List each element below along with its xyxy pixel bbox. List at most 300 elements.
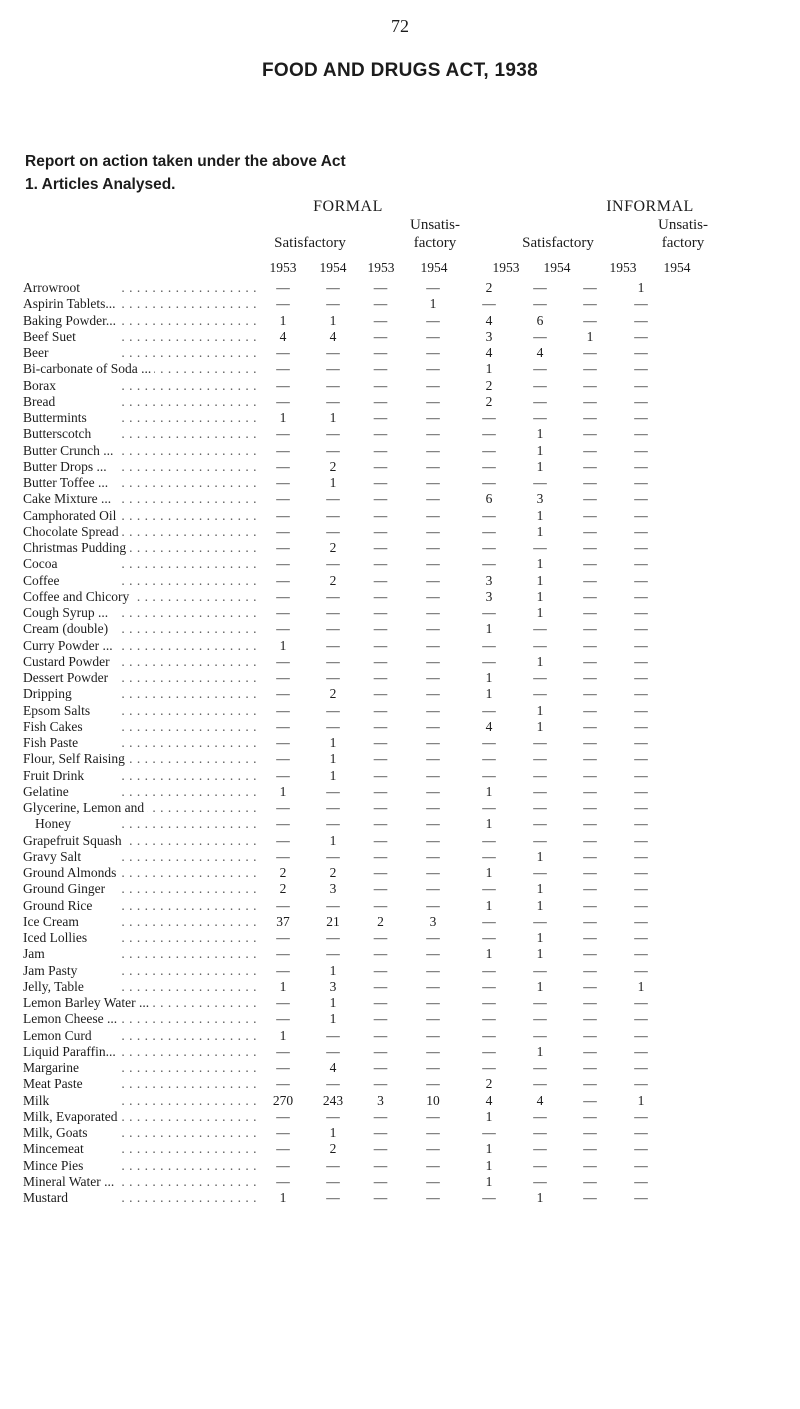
year-header: 1953 [269, 260, 297, 275]
count-cell: — [373, 686, 388, 702]
count-cell: — [276, 345, 290, 360]
count-cell: 1 [329, 1125, 337, 1140]
article-name-cell [23, 914, 263, 930]
count-cell: — [326, 280, 340, 295]
count-cell: 1 [329, 410, 337, 425]
count-cell: 1 [536, 930, 544, 945]
count-cell: — [373, 653, 388, 669]
article-name-cell [23, 1158, 263, 1174]
article-name-cell [23, 1125, 263, 1141]
article-name: Cough Syrup ... [23, 605, 111, 620]
count-cell: — [634, 1125, 648, 1140]
count-cell: — [634, 1076, 648, 1092]
count-cell: — [326, 426, 340, 442]
count-cell: 1 [536, 588, 544, 604]
count-cell: — [533, 670, 547, 685]
count-cell: — [482, 458, 496, 474]
article-name-cell [23, 833, 263, 849]
count-cell: — [373, 1027, 388, 1043]
count-cell: — [634, 1173, 648, 1189]
count-cell: — [426, 442, 440, 458]
count-cell: 1 [279, 637, 287, 653]
count-cell: — [276, 718, 290, 734]
table-row [23, 719, 672, 735]
table-row [23, 1044, 672, 1060]
article-name-cell [23, 605, 263, 621]
count-cell: — [426, 458, 440, 474]
count-cell: 1 [536, 605, 544, 620]
count-cell: — [276, 605, 290, 620]
article-name-cell [23, 280, 263, 296]
count-cell: — [634, 653, 648, 669]
article-name: Fish Cakes [23, 719, 86, 734]
article-name-cell [23, 556, 263, 572]
count-cell: — [276, 1043, 290, 1059]
count-cell: — [583, 507, 597, 523]
count-cell: — [373, 1060, 388, 1075]
count-cell: — [482, 1060, 496, 1075]
table-row [23, 849, 672, 865]
count-cell: 2 [329, 540, 337, 555]
count-cell: — [373, 1173, 388, 1189]
count-cell: — [326, 930, 340, 945]
count-cell: — [634, 637, 648, 653]
report-heading: Report on action taken under the above Act [25, 153, 346, 170]
count-cell: 3 [536, 491, 544, 507]
count-cell: 6 [536, 312, 544, 328]
count-cell: 1 [637, 1092, 645, 1108]
count-cell: — [482, 507, 496, 523]
article-name: Meat Paste [23, 1076, 86, 1091]
count-cell: — [482, 426, 496, 442]
count-cell: — [482, 1125, 496, 1140]
count-cell: — [533, 621, 547, 637]
count-cell: — [373, 783, 388, 799]
count-cell: — [373, 881, 388, 897]
count-cell: — [426, 1060, 440, 1075]
article-name: Curry Powder ... [23, 638, 116, 653]
table-row [23, 313, 672, 329]
article-name-cell [23, 784, 263, 800]
informal-satisfactory-header: Satisfactory [522, 235, 594, 251]
count-cell: 2 [329, 458, 337, 474]
count-cell: 1 [485, 1141, 493, 1157]
article-name-cell [23, 816, 263, 832]
count-cell: — [583, 930, 597, 945]
count-cell: — [634, 848, 648, 864]
count-cell: — [583, 621, 597, 637]
count-cell: — [634, 621, 648, 637]
count-cell: — [533, 832, 547, 848]
article-name: Iced Lollies [23, 930, 90, 945]
count-cell: — [482, 475, 496, 490]
count-cell: — [326, 393, 340, 409]
count-cell: — [276, 426, 290, 442]
count-cell: — [482, 1190, 496, 1205]
table-row [23, 605, 672, 621]
count-cell: — [426, 718, 440, 734]
table-row [23, 768, 672, 784]
count-cell: — [533, 686, 547, 702]
table-row [23, 1125, 672, 1141]
count-cell: — [482, 881, 496, 897]
article-name: Cake Mixture ... [23, 491, 114, 506]
count-cell: — [634, 800, 648, 815]
table-row [23, 361, 672, 377]
count-cell: — [583, 653, 597, 669]
count-cell: — [533, 1060, 547, 1075]
count-cell: — [373, 1076, 388, 1092]
count-cell: — [533, 637, 547, 653]
count-cell: — [583, 312, 597, 328]
count-cell: — [426, 475, 440, 490]
count-cell: — [634, 816, 648, 832]
count-cell: 1 [485, 1157, 493, 1173]
article-name-cell [23, 735, 263, 751]
count-cell: 3 [485, 588, 493, 604]
count-cell: — [373, 816, 388, 832]
table-row [23, 686, 672, 702]
year-header: 1953 [609, 260, 637, 275]
article-name-cell [23, 426, 263, 442]
count-cell: 270 [272, 1092, 294, 1108]
article-name-cell [23, 1093, 263, 1109]
count-cell: — [426, 995, 440, 1010]
article-name-cell [23, 1011, 263, 1027]
count-cell: — [482, 930, 496, 945]
count-cell: — [583, 1108, 597, 1124]
table-row [23, 833, 672, 849]
article-name: Ground Rice [23, 898, 95, 913]
count-cell: — [583, 702, 597, 718]
count-cell: 4 [485, 1092, 493, 1108]
article-name: Bi-carbonate of Soda ... [23, 361, 154, 376]
count-cell: 1 [485, 621, 493, 637]
count-cell: — [276, 393, 290, 409]
table-row [23, 816, 672, 832]
count-cell: — [583, 897, 597, 913]
count-cell: — [326, 702, 340, 718]
formal-unsatisfactory-header [390, 216, 480, 252]
page-number: 72 [391, 16, 409, 36]
count-cell: — [533, 296, 547, 312]
count-cell: — [373, 800, 388, 815]
count-cell: — [583, 377, 597, 393]
article-name: Chocolate Spread [23, 524, 122, 539]
count-cell: 1 [329, 767, 337, 783]
count-cell: — [276, 491, 290, 507]
count-cell: 1 [279, 410, 287, 425]
count-cell: 2 [485, 377, 493, 393]
count-cell: — [276, 767, 290, 783]
table-row [23, 491, 672, 507]
article-name: Beer [23, 345, 51, 360]
count-cell: 1 [329, 751, 337, 767]
table-row [23, 410, 672, 426]
count-cell: 1 [536, 702, 544, 718]
count-cell: — [426, 751, 440, 767]
count-cell: 1 [536, 572, 544, 588]
count-cell: — [533, 540, 547, 555]
count-cell: — [373, 702, 388, 718]
count-cell: 1 [485, 686, 493, 702]
year-header: 1954 [663, 260, 691, 275]
article-name: Butter Drops ... [23, 459, 110, 474]
count-cell: — [583, 800, 597, 815]
count-cell: — [426, 312, 440, 328]
table-row [23, 540, 672, 556]
article-name: Dripping [23, 686, 75, 701]
article-name: Bread [23, 394, 58, 409]
count-cell: 4 [536, 1092, 544, 1108]
table-row [23, 1060, 672, 1076]
count-cell: — [426, 491, 440, 507]
count-cell: — [276, 816, 290, 832]
count-cell: — [634, 832, 648, 848]
count-cell: 1 [279, 1190, 287, 1205]
article-name-cell [23, 475, 263, 491]
table-row [23, 394, 672, 410]
count-cell: — [276, 1011, 290, 1027]
count-cell: — [426, 1108, 440, 1124]
article-name: Ground Almonds [23, 865, 119, 880]
table-row [23, 979, 672, 995]
count-cell: — [276, 800, 290, 815]
article-name-cell [23, 508, 263, 524]
count-cell: — [533, 280, 547, 295]
article-name-cell [23, 573, 263, 589]
count-cell: — [482, 832, 496, 848]
table-row [23, 963, 672, 979]
count-cell: — [326, 816, 340, 832]
article-name: Dessert Powder [23, 670, 111, 685]
article-name-cell [23, 849, 263, 865]
count-cell: — [276, 1141, 290, 1157]
table-row [23, 329, 672, 345]
article-name: Ice Cream [23, 914, 82, 929]
count-cell: — [583, 1060, 597, 1075]
count-cell: — [533, 410, 547, 425]
count-cell: — [426, 393, 440, 409]
count-cell: 1 [485, 1108, 493, 1124]
count-cell: — [583, 946, 597, 962]
count-cell: — [634, 865, 648, 880]
count-cell: — [426, 1027, 440, 1043]
count-cell: — [276, 280, 290, 295]
count-cell: — [426, 686, 440, 702]
count-cell: — [373, 1108, 388, 1124]
count-cell: — [373, 377, 388, 393]
count-cell: — [426, 946, 440, 962]
count-cell: — [583, 280, 597, 295]
count-cell: 1 [536, 426, 544, 442]
count-cell: 4 [536, 345, 544, 360]
table-row [23, 621, 672, 637]
article-name: Butter Crunch ... [23, 443, 116, 458]
table-row [23, 898, 672, 914]
article-name: Aspirin Tablets... [23, 296, 119, 311]
count-cell: — [583, 1027, 597, 1043]
article-name-cell [23, 345, 263, 361]
count-cell: — [426, 865, 440, 880]
count-cell: — [326, 897, 340, 913]
article-name: Christmas Pudding [23, 540, 129, 555]
count-cell: — [533, 816, 547, 832]
count-cell: — [634, 670, 648, 685]
count-cell: — [634, 767, 648, 783]
count-cell: 21 [326, 913, 340, 929]
count-cell: — [634, 458, 648, 474]
year-header: 1954 [319, 260, 347, 275]
count-cell: — [373, 1011, 388, 1027]
count-cell: — [634, 296, 648, 312]
count-cell: — [482, 653, 496, 669]
count-cell: — [583, 767, 597, 783]
table-row [23, 995, 672, 1011]
count-cell: — [276, 1108, 290, 1124]
count-cell: — [276, 1173, 290, 1189]
count-cell: — [533, 1125, 547, 1140]
count-cell: — [276, 588, 290, 604]
count-cell: — [326, 296, 340, 312]
count-cell: — [583, 605, 597, 620]
count-cell: — [373, 621, 388, 637]
count-cell: — [373, 930, 388, 945]
table-row [23, 784, 672, 800]
count-cell: 1 [536, 442, 544, 458]
article-name-cell [23, 995, 263, 1011]
count-cell: 2 [377, 913, 384, 929]
count-cell: — [583, 1125, 597, 1140]
article-name-cell [23, 524, 263, 540]
article-name-cell [23, 394, 263, 410]
article-name-cell [23, 719, 263, 735]
article-name-cell [23, 686, 263, 702]
count-cell: — [276, 946, 290, 962]
count-cell: — [583, 995, 597, 1010]
count-cell: — [426, 637, 440, 653]
table-row [23, 280, 672, 296]
article-name-cell [23, 979, 263, 995]
count-cell: — [583, 588, 597, 604]
count-cell: — [373, 328, 388, 344]
count-cell: — [482, 556, 496, 572]
article-name: Jam Pasty [23, 963, 80, 978]
table-row [23, 946, 672, 962]
count-cell: — [533, 800, 547, 815]
count-cell: 2 [329, 686, 337, 702]
count-cell: — [276, 930, 290, 945]
count-cell: — [634, 995, 648, 1010]
count-cell: — [276, 1060, 290, 1075]
count-cell: 1 [485, 816, 493, 832]
count-cell: — [373, 507, 388, 523]
article-name-cell [23, 378, 263, 394]
table-row [23, 1028, 672, 1044]
table-row [23, 1093, 672, 1109]
table-row [23, 475, 672, 491]
article-name: Butterscotch [23, 426, 94, 441]
count-cell: 1 [536, 1190, 544, 1205]
count-cell: — [426, 1157, 440, 1173]
count-cell: — [533, 962, 547, 978]
count-cell: — [426, 978, 440, 994]
count-cell: — [583, 1076, 597, 1092]
count-cell: — [482, 848, 496, 864]
count-cell: 1 [637, 978, 645, 994]
count-cell: — [276, 686, 290, 702]
count-cell: — [426, 361, 440, 377]
count-cell: — [426, 328, 440, 344]
count-cell: — [326, 783, 340, 799]
table-row [23, 1190, 672, 1206]
count-cell: 243 [322, 1092, 344, 1108]
count-cell: — [276, 995, 290, 1010]
count-cell: — [533, 1011, 547, 1027]
count-cell: — [634, 556, 648, 572]
article-name-cell [23, 313, 263, 329]
count-cell: — [276, 670, 290, 685]
count-cell: 1 [536, 556, 544, 572]
count-cell: 3 [329, 978, 337, 994]
count-cell: — [373, 491, 388, 507]
count-cell: — [482, 702, 496, 718]
count-cell: — [583, 556, 597, 572]
count-cell: — [482, 1027, 496, 1043]
count-cell: 1 [536, 897, 544, 913]
count-cell: 10 [426, 1092, 440, 1108]
article-name: Borax [23, 378, 59, 393]
count-cell: — [373, 978, 388, 994]
count-cell: — [634, 442, 648, 458]
count-cell: — [373, 637, 388, 653]
article-name-cell [23, 800, 263, 816]
count-cell: — [583, 1141, 597, 1157]
count-cell: — [583, 751, 597, 767]
count-cell: — [634, 913, 648, 929]
count-cell: — [373, 540, 388, 555]
count-cell: — [482, 637, 496, 653]
article-name: Mince Pies [23, 1158, 86, 1173]
year-header: 1954 [543, 260, 571, 275]
count-cell: — [426, 816, 440, 832]
article-name: Beef Suet [23, 329, 79, 344]
count-cell: 1 [637, 280, 645, 295]
count-cell: — [634, 572, 648, 588]
article-name: Ground Ginger [23, 881, 108, 896]
count-cell: — [482, 962, 496, 978]
count-cell: — [326, 670, 340, 685]
count-cell: 1 [329, 832, 337, 848]
article-name-cell [23, 1044, 263, 1060]
article-name-cell [23, 296, 263, 312]
count-cell: — [276, 296, 290, 312]
count-cell: — [533, 1108, 547, 1124]
count-cell: 2 [279, 865, 287, 880]
article-name: Lemon Barley Water ... [23, 995, 152, 1010]
count-cell: — [634, 393, 648, 409]
count-cell: — [426, 848, 440, 864]
count-cell: — [276, 523, 290, 539]
count-cell: — [373, 670, 388, 685]
count-cell: — [634, 1011, 648, 1027]
count-cell: — [326, 1076, 340, 1092]
count-cell: — [276, 458, 290, 474]
table-row [23, 703, 672, 719]
article-name-cell [23, 1174, 263, 1190]
count-cell: — [373, 572, 388, 588]
count-cell: — [634, 491, 648, 507]
